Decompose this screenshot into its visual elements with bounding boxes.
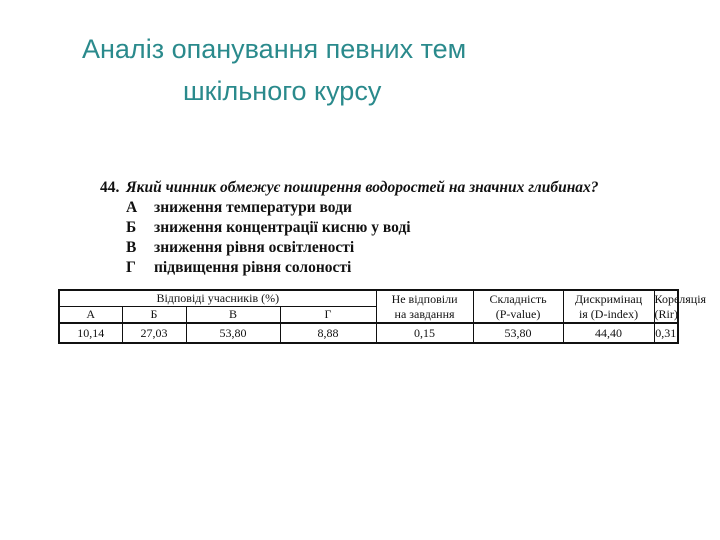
question-number: 44. <box>100 179 120 196</box>
table-row <box>59 323 678 343</box>
table-cell: 8,88 <box>280 323 376 343</box>
option-letter: Б <box>126 219 137 236</box>
table-cell: 0,15 <box>376 323 473 343</box>
table-cell: 53,80 <box>186 323 280 343</box>
option-letter: А <box>126 199 138 216</box>
header-line: на завдання <box>394 306 455 321</box>
answer-letter: Б <box>122 307 186 324</box>
slide-title-line-1: Аналіз опанування певних тем <box>82 34 467 64</box>
table-header-row <box>59 290 678 307</box>
slide-title <box>0 28 720 112</box>
option-b <box>100 218 620 238</box>
correlation-header <box>654 290 707 323</box>
header-line: (P-value) <box>495 306 541 321</box>
answer-letter: В <box>186 307 280 324</box>
option-h <box>100 258 620 278</box>
header-line: ія (D-index) <box>578 306 639 321</box>
table-cell: 27,03 <box>122 323 186 343</box>
header-line: Складність <box>489 291 547 306</box>
question-row <box>100 178 620 198</box>
discrimination-header <box>563 290 654 323</box>
option-text: зниження рівня освітленості <box>154 239 355 256</box>
header-line: Не відповіли <box>391 291 458 306</box>
option-letter: Г <box>126 259 136 276</box>
table-cell: 0,31 <box>654 323 678 343</box>
results-table <box>58 289 707 344</box>
table-cell: 53,80 <box>473 323 563 343</box>
header-line: (Rir) <box>654 306 678 321</box>
option-letter: В <box>126 239 137 256</box>
option-text: зниження температури води <box>154 199 352 216</box>
header-line: Кореляція <box>654 291 707 306</box>
difficulty-header <box>473 290 563 323</box>
question-text: Який чинник обмежує поширення водоростей на значних глибинах? <box>126 179 599 196</box>
option-a <box>100 198 620 218</box>
slide-title-line-2: шкільного курсу <box>183 76 382 106</box>
table-cell: 44,40 <box>563 323 654 343</box>
option-text: підвищення рівня солоності <box>154 259 352 276</box>
option-v <box>100 238 620 258</box>
table-cell: 10,14 <box>59 323 122 343</box>
option-text: зниження концентрації кисню у воді <box>154 219 411 236</box>
answer-letter: Г <box>280 307 376 324</box>
question-block <box>100 178 620 278</box>
no-answer-header <box>376 290 473 323</box>
answers-group-header: Відповіді учасників (%) <box>59 290 376 307</box>
answer-letter: А <box>59 307 122 324</box>
header-line: Дискримінац <box>574 291 643 306</box>
